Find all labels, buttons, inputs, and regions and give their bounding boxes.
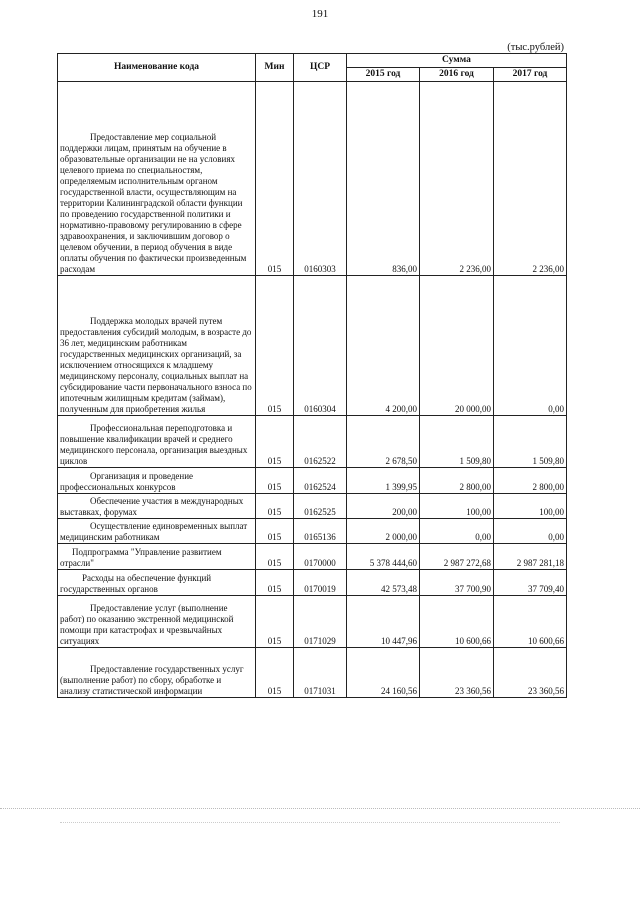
budget-table [57,53,567,698]
row-min: 015 [256,276,294,416]
row-2016: 23 360,56 [420,648,494,698]
page-number: 191 [311,8,329,20]
row-csr: 0171031 [294,648,347,698]
table-row [58,276,567,416]
row-min: 015 [256,416,294,468]
row-2016: 37 700,90 [420,570,494,596]
table-row [58,596,567,648]
row-name: Поддержка молодых врачей путем предоставления субсидий молодым, в возрасте до 36 лет, медицинским работникам государственных медицинских организаций, за исключением относящихся к младшему медицинскому персоналу, социальных выплат на субсидирование части первоначального взноса по ипотечным жилищным кредитам (займам), полученным для приобретения жилья [58,276,256,416]
header-2015: 2015 год [347,68,420,82]
row-2017: 23 360,56 [494,648,567,698]
header-min: Мин [256,54,294,82]
row-name: Расходы на обеспечение функций государственных органов [58,570,256,596]
row-2016: 1 509,80 [420,416,494,468]
table-header [58,54,567,82]
row-2017: 2 800,00 [494,468,567,494]
row-name: Организация и проведение профессиональных конкурсов [58,468,256,494]
row-2016: 100,00 [420,494,494,519]
row-2017: 2 987 281,18 [494,544,567,570]
row-csr: 0171029 [294,596,347,648]
row-2016: 2 987 272,68 [420,544,494,570]
row-min: 015 [256,468,294,494]
row-min: 015 [256,570,294,596]
table-row [58,82,567,276]
row-csr: 0162522 [294,416,347,468]
row-min: 015 [256,544,294,570]
row-csr: 0170019 [294,570,347,596]
row-min: 015 [256,596,294,648]
row-2016: 20 000,00 [420,276,494,416]
row-csr: 0160304 [294,276,347,416]
row-csr: 0162525 [294,494,347,519]
table-row [58,494,567,519]
row-2016: 2 800,00 [420,468,494,494]
row-2015: 1 399,95 [347,468,420,494]
row-2016: 10 600,66 [420,596,494,648]
row-name: Предоставление государственных услуг (выполнение работ) по сбору, обработке и анализу статистической информации [58,648,256,698]
header-2017: 2017 год [494,68,567,82]
row-2015: 4 200,00 [347,276,420,416]
row-2017: 1 509,80 [494,416,567,468]
table-row [58,648,567,698]
row-min: 015 [256,494,294,519]
table-row [58,416,567,468]
row-2015: 836,00 [347,82,420,276]
row-2017: 2 236,00 [494,82,567,276]
header-csr: ЦСР [294,54,347,82]
row-2017: 37 709,40 [494,570,567,596]
table-row [58,468,567,494]
scan-artifact-line [0,808,640,809]
row-2017: 0,00 [494,276,567,416]
row-min: 015 [256,648,294,698]
row-min: 015 [256,519,294,544]
row-2016: 0,00 [420,519,494,544]
row-csr: 0170000 [294,544,347,570]
row-name: Предоставление мер социальной поддержки лицам, принятым на обучение в образовательные организации не на условиях целевого приема по специальностям, определяемым исполнительным органом государственной власти, осуществляющим на территории Калининградской области функции по проведению государственной политики и нормативно-правовому регулированию в сфере здравоохранения, и заключившим договор о целевом обучении, в период обучения в виде оплаты обучения по фактически произведенным расходам [58,82,256,276]
row-name: Профессиональная переподготовка и повышение квалификации врачей и среднего медицинского персонала, организация выездных циклов [58,416,256,468]
row-2017: 0,00 [494,519,567,544]
row-2015: 5 378 444,60 [347,544,420,570]
table-row [58,544,567,570]
row-name: Обеспечение участия в международных выставках, форумах [58,494,256,519]
header-sum: Сумма [347,54,567,68]
row-2015: 24 160,56 [347,648,420,698]
row-min: 015 [256,82,294,276]
row-name: Предоставление услуг (выполнение работ) по оказанию экстренной медицинской помощи при катастрофах и чрезвычайных ситуациях [58,596,256,648]
header-name: Наименование кода [58,54,256,82]
table-row [58,570,567,596]
row-2017: 100,00 [494,494,567,519]
row-2017: 10 600,66 [494,596,567,648]
row-2015: 10 447,96 [347,596,420,648]
scan-artifact-line [60,822,560,823]
header-2016: 2016 год [420,68,494,82]
table-row [58,519,567,544]
row-csr: 0162524 [294,468,347,494]
row-2015: 200,00 [347,494,420,519]
row-name: Осуществление единовременных выплат медицинским работникам [58,519,256,544]
row-csr: 0160303 [294,82,347,276]
row-2015: 2 678,50 [347,416,420,468]
row-2016: 2 236,00 [420,82,494,276]
row-2015: 2 000,00 [347,519,420,544]
units-label: (тыс.рублей) [507,42,564,53]
row-2015: 42 573,48 [347,570,420,596]
row-name: Подпрограмма "Управление развитием отрасли" [58,544,256,570]
row-csr: 0165136 [294,519,347,544]
